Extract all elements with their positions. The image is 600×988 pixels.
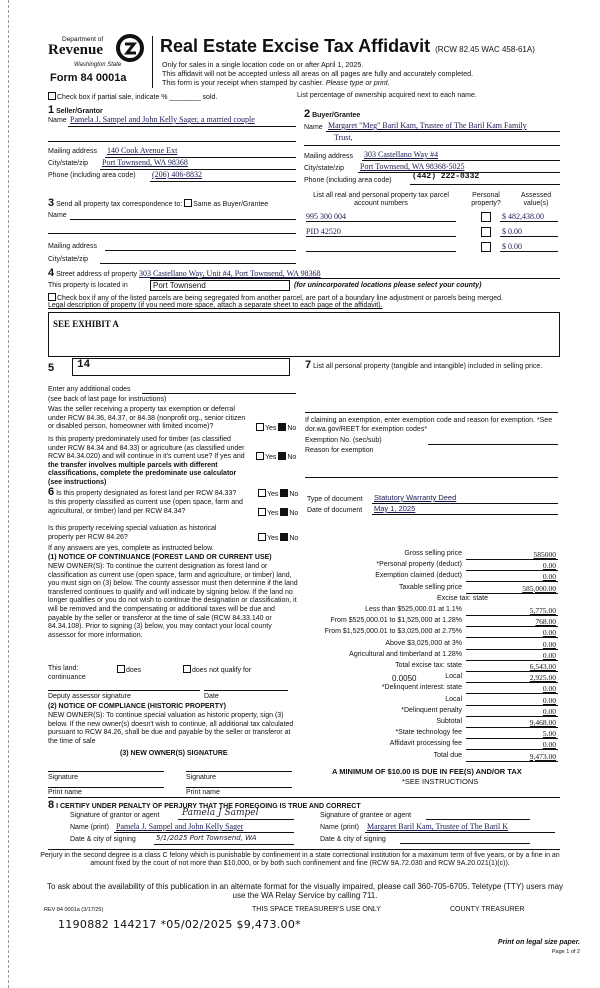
grantee-name-field[interactable]: Margaret Baril Kam, Trustee of The Baril K — [367, 822, 509, 831]
no-label: No — [289, 510, 299, 517]
does-option — [117, 665, 141, 674]
personal-property-checkbox[interactable] — [481, 242, 491, 252]
assessed-value[interactable]: $ 482,438.00 — [502, 212, 544, 221]
line — [466, 559, 558, 560]
county-treasurer: COUNTY TREASURER — [450, 906, 525, 913]
located-note: (for unincorporated locations please select your county) — [294, 282, 482, 289]
note-1: Only for sales in a single location code on or after April 1, 2025. — [162, 60, 364, 69]
tax-row-value[interactable]: 0.00 — [542, 572, 556, 582]
line — [466, 716, 558, 717]
parcel-number[interactable]: 995 300 004 — [306, 212, 346, 221]
line — [48, 233, 296, 234]
line — [466, 761, 558, 762]
line — [362, 160, 560, 161]
note-3-italic: Please type or print. — [325, 78, 390, 87]
line — [114, 832, 294, 833]
tax-row — [300, 696, 558, 707]
legal-description-box[interactable] — [48, 312, 560, 357]
line — [150, 278, 560, 279]
line — [48, 141, 296, 142]
deputy-signature-field[interactable] — [48, 690, 200, 691]
tax-row-value[interactable]: 5.00 — [542, 729, 556, 739]
buyer-phone-field[interactable]: (442) 222-0332 — [412, 172, 480, 181]
tax-row-label: Above $3,025,000 at 3% — [385, 639, 462, 647]
local-rate: 0.0050 — [392, 674, 417, 683]
personal-property-field[interactable] — [305, 412, 558, 413]
line — [466, 738, 558, 739]
partial-sale-checkbox[interactable] — [48, 92, 56, 100]
line — [466, 682, 558, 683]
q2-yes-no — [256, 452, 296, 461]
section-number: 1 — [48, 104, 55, 116]
seller-phone-field[interactable]: (206) 406-8832 — [152, 170, 202, 179]
segregate-row — [48, 293, 503, 302]
partial-sold-label: sold. — [202, 94, 218, 101]
tax-row — [300, 707, 558, 718]
no-checkbox[interactable] — [278, 423, 286, 431]
no-checkbox[interactable] — [280, 508, 288, 516]
line — [466, 727, 558, 728]
legal-description-text: SEE EXHIBIT A — [53, 319, 119, 329]
print-name-label-2: Print name — [186, 789, 220, 796]
grantor-sig-label: Signature of grantor or agent — [70, 812, 160, 819]
tax-row-value[interactable]: 9,473.00 — [529, 751, 556, 761]
title-text: Real Estate Excise Tax Affidavit — [160, 36, 431, 56]
tax-row-value[interactable]: 585000 — [533, 550, 556, 559]
reason-field[interactable] — [305, 477, 558, 478]
parcel-number[interactable]: PID 42520 — [306, 227, 341, 236]
grantee-name-label: Name (print) — [320, 824, 359, 831]
same-as-buyer-label: Same as Buyer/Grantee — [193, 201, 269, 208]
notice-1-title: (1) NOTICE OF CONTINUANCE (FOREST LAND OR CURRENT USE) — [48, 554, 272, 561]
if-yes-note: If any answers are yes, complete as instructed below. — [48, 545, 214, 552]
line — [326, 131, 560, 132]
yes-checkbox[interactable] — [258, 489, 266, 497]
tax-row-label: Total due — [433, 751, 462, 759]
divider — [48, 849, 560, 850]
tax-row — [300, 561, 558, 572]
line — [466, 615, 558, 616]
line — [466, 660, 558, 661]
alt-format-notice: To ask about the availability of this publication in an alternate format for the visually impaired, please call 360-705-6705. Teletype (TTY) users may use the WA Relay Service by calling 711. — [46, 882, 564, 900]
no-checkbox[interactable] — [278, 452, 286, 460]
grantor-name-field[interactable]: Pamela J. Sampel and John Kelly Sager — [116, 822, 244, 831]
tax-row — [300, 617, 558, 628]
segregate-label: Check box if any of the listed parcels are being segregated from another parcel, are part of a boundary line adjustment or parcels being merged. — [57, 295, 503, 302]
address-label: Street address of property — [56, 271, 138, 278]
assessed-value[interactable]: $ 0.00 — [502, 227, 522, 236]
state-text: Washington State — [74, 62, 122, 68]
section-title: I CERTIFY UNDER PENALTY OF PERJURY THAT THE FOREGOING IS TRUE AND CORRECT — [56, 803, 361, 810]
tax-row-label: Subtotal — [436, 718, 462, 725]
grantor-date-field[interactable]: 5/1/2025 Port Townsend, WA — [156, 834, 257, 842]
tax-row — [300, 662, 558, 673]
section-title: Buyer/Grantee — [312, 112, 361, 119]
historic-question: Is this property receiving special valuation as historical property per RCW 84.26? — [48, 525, 217, 541]
dor-logo-icon — [116, 34, 144, 62]
no-label: No — [287, 425, 297, 432]
no-checkbox[interactable] — [280, 489, 288, 497]
tax-row — [300, 651, 558, 662]
doc-type-label: Type of document — [307, 496, 363, 503]
personal-property-header: Personal property? — [471, 192, 501, 207]
buyer-name-field[interactable]: Margaret "Meg" Baril Kam, Trustee of The Baril Kam Family — [328, 121, 527, 130]
tax-row-label: From $525,000.01 to $1,525,000 at 1.28% — [330, 617, 462, 625]
correspondence-heading — [48, 197, 268, 209]
tax-row-label: Gross selling price — [404, 550, 462, 557]
page-number: Page 1 of 2 — [551, 949, 580, 955]
line — [466, 671, 558, 672]
line — [466, 581, 558, 582]
does-not-option — [183, 665, 251, 674]
revision: REV 84 0001a (3/17/25) — [44, 907, 104, 913]
section-title: List all personal property (tangible and intangible) included in selling price. — [313, 363, 543, 370]
line — [466, 593, 558, 594]
section-number: 3 — [48, 197, 55, 209]
tax-row-label: Total excise tax: state — [395, 662, 462, 669]
line — [304, 145, 560, 146]
note-3-text: This form is your receipt when stamped by cashier. — [162, 78, 326, 87]
continuance-label: continuance — [48, 674, 86, 681]
tax-row — [300, 752, 558, 763]
corr-city-field[interactable] — [100, 263, 296, 264]
grantor-signature[interactable]: Pamela J Sampel — [182, 808, 259, 818]
line — [466, 705, 558, 706]
tax-row-label: Exemption claimed (deduct) — [375, 572, 462, 580]
tax-row-value[interactable]: 0.00 — [542, 695, 556, 705]
located-label: This property is located in — [48, 282, 128, 289]
tax-row-label: *State technology fee — [395, 729, 462, 737]
tax-row — [300, 606, 558, 617]
see-back-note: (see back of last page for instructions) — [48, 396, 167, 403]
line — [178, 819, 294, 820]
minimum-due-note: A MINIMUM OF $10.00 IS DUE IN FEE(S) AND/OR TAX — [332, 767, 522, 776]
tax-row-label: Excise tax: state — [437, 594, 488, 602]
buyer-mail-field[interactable]: 303 Castellano Way #4 — [364, 150, 439, 159]
see-instructions: *SEE INSTRUCTIONS — [402, 777, 479, 786]
tax-row-label: Affidavit processing fee — [389, 740, 462, 748]
tax-row — [300, 673, 558, 684]
tax-row — [300, 550, 558, 561]
corr-mail-label: Mailing address — [48, 243, 98, 250]
no-label: No — [289, 535, 299, 542]
divider — [48, 797, 560, 798]
yes-label: Yes — [267, 510, 279, 517]
seller-mail-label: Mailing address — [48, 148, 98, 155]
section-number: 8 — [48, 799, 55, 811]
no-label: No — [289, 491, 299, 498]
grantor-name-label: Name (print) — [70, 824, 109, 831]
timber-question-bold: the transfer involves multiple parcels with different classifications, complete the predominate use calculator (see instructions) — [48, 461, 237, 486]
treasurer-use: THIS SPACE TREASURER'S USE ONLY — [252, 906, 381, 913]
location-select[interactable]: Port Townsend — [150, 280, 290, 291]
tax-row-label: Taxable selling price — [398, 583, 462, 591]
yes-label: Yes — [265, 454, 277, 461]
line — [466, 570, 558, 571]
buyer-heading — [304, 108, 360, 120]
date-label: Date — [204, 693, 219, 700]
tax-row-value[interactable]: 0.00 — [542, 639, 556, 649]
header-divider — [152, 36, 153, 88]
seller-city-field[interactable]: Port Townsend, WA 98368 — [102, 158, 188, 167]
forest-yes-no — [258, 489, 298, 498]
section-number: 2 — [304, 108, 311, 120]
deputy-label: Deputy assessor signature — [48, 693, 131, 700]
tax-row — [300, 729, 558, 740]
tax-row-value[interactable]: 0.00 — [542, 561, 556, 571]
tax-row-value[interactable]: 0.00 — [542, 628, 556, 638]
revenue-logo-text: Revenue — [48, 42, 103, 58]
line — [306, 236, 456, 237]
tax-row-value[interactable]: 0.00 — [542, 706, 556, 716]
section-number: 7 — [305, 359, 312, 371]
personal-property-checkbox[interactable] — [481, 227, 491, 237]
personal-property-list — [305, 360, 560, 372]
seller-phone-label: Phone (including area code) — [48, 172, 136, 179]
deputy-date-field[interactable] — [204, 690, 288, 691]
address-field[interactable]: 303 Castellano Way, Unit #4, Port Townsend, WA 98368 — [138, 269, 321, 278]
no-checkbox[interactable] — [280, 533, 288, 541]
doc-date-field[interactable]: May 1, 2025 — [374, 504, 416, 513]
buyer-name-label: Name — [304, 124, 323, 131]
line — [466, 626, 558, 627]
tax-row-label: Local — [445, 695, 462, 703]
partial-sale: Check box if partial sale, indicate % ________ sold. — [48, 92, 217, 101]
tax-row — [300, 584, 558, 595]
doc-type-field[interactable]: Statutory Warranty Deed — [374, 493, 457, 502]
ownership-note: List percentage of ownership acquired next to each name. — [297, 92, 477, 99]
rcw-reference: (RCW 82.45 WAC 458-61A) — [435, 45, 535, 54]
dept-of-text: Department of — [62, 36, 104, 43]
same-as-buyer-checkbox[interactable] — [184, 199, 192, 207]
print-name-label: Print name — [48, 789, 82, 796]
yes-label: Yes — [267, 491, 279, 498]
section-5-number: 5 — [48, 362, 55, 374]
line — [466, 693, 558, 694]
tax-row — [300, 740, 558, 751]
grantor-date-label: Date & city of signing — [70, 836, 136, 843]
tax-row-value[interactable]: 768.00 — [535, 617, 556, 627]
buyer-name-field-2[interactable]: Trust, — [334, 133, 353, 142]
buyer-city-label: City/state/zip — [304, 165, 345, 172]
location-code-field[interactable]: 14 — [72, 358, 290, 376]
q1-yes-no — [256, 423, 296, 432]
line — [372, 514, 558, 515]
tax-row — [300, 718, 558, 729]
tax-row-label: From $1,525,000.01 to $3,025,000 at 2.75% — [324, 628, 462, 636]
line — [500, 236, 558, 237]
signature-label-2: Signature — [186, 774, 216, 781]
grantee-sig-label: Signature of grantee or agent — [320, 812, 412, 819]
tax-row-value[interactable]: 9,468.00 — [529, 718, 556, 727]
seller-mail-field[interactable]: 140 Cook Avenue Ext — [107, 146, 178, 155]
corr-name-field[interactable] — [70, 219, 296, 220]
owner-print-field[interactable] — [48, 787, 164, 788]
historic-yes-no — [258, 533, 298, 542]
current-use-yes-no — [258, 508, 298, 517]
does-label: does — [126, 667, 142, 674]
tax-row-value[interactable]: 5,775.00 — [529, 606, 556, 615]
exemption-no-field[interactable] — [428, 444, 558, 445]
section-number: 6 — [48, 486, 55, 498]
tax-row-value[interactable]: 0.00 — [542, 650, 556, 660]
notice-3-title: (3) NEW OWNER(S) SIGNATURE — [120, 750, 228, 757]
exemption-no-label: Exemption No. (sec/sub) — [305, 437, 382, 444]
note-3 — [162, 78, 390, 87]
parcel-header: List all real and personal property tax parcel account numbers — [313, 192, 449, 207]
tax-row — [300, 628, 558, 639]
does-checkbox[interactable] — [117, 665, 125, 673]
timber-question-text: Is this property predominately used for timber (as classified under RCW 84.34 and 84.33) or agriculture (as classified under RCW 84.34.020) and will continue in it's current use? If yes and — [48, 436, 245, 461]
buyer-mail-label: Mailing address — [304, 153, 354, 160]
reason-label: Reason for exemption — [305, 447, 374, 454]
tax-row — [300, 640, 558, 651]
section-title: Seller/Grantor — [56, 108, 103, 115]
buyer-phone-label: Phone (including area code) — [304, 177, 392, 184]
seller-city-label: City/state/zip — [48, 160, 89, 167]
line — [466, 749, 558, 750]
page-title — [160, 36, 535, 60]
line — [410, 184, 560, 185]
partial-sale-label: Check box if partial sale, indicate % — [57, 94, 168, 101]
tax-row-label: Less than $525,000.01 at 1.1% — [365, 606, 462, 613]
yes-label: Yes — [267, 535, 279, 542]
assessed-value-header: Assessed value(s) — [520, 192, 552, 207]
perjury-notice: Perjury in the second degree is a class C felony which is punishable by confinement in a state correctional institution for a maximum term of five years, or by a fine in an amount fixed by the court of not more than $10,000, or by both such confinement and fine (RCW 9A.72.030 and RCW 9A.20.021(1)(c)). — [40, 852, 560, 867]
tax-row — [300, 595, 558, 606]
notice-2-title: (2) NOTICE OF COMPLIANCE (HISTORIC PROPERTY) — [48, 703, 226, 710]
yes-checkbox[interactable] — [258, 508, 266, 516]
grantee-date-label: Date & city of signing — [320, 836, 386, 843]
tax-row-label: *Delinquent penalty — [401, 706, 462, 714]
yes-checkbox[interactable] — [256, 452, 264, 460]
tax-row — [300, 684, 558, 695]
form-number: Form 84 0001a — [50, 72, 127, 84]
seller-name-label: Name — [48, 117, 67, 124]
line — [365, 832, 555, 833]
margin-line — [8, 0, 9, 988]
forest-question-text: Is this property designated as forest land per RCW 84.33? — [56, 490, 237, 497]
line — [154, 844, 294, 845]
does-not-checkbox[interactable] — [183, 665, 191, 673]
personal-property-checkbox[interactable] — [481, 212, 491, 222]
segregate-checkbox[interactable] — [48, 293, 56, 301]
tax-row-label: *Delinquent interest: state — [381, 684, 462, 692]
yes-checkbox[interactable] — [256, 423, 264, 431]
legal-size-note: Print on legal size paper. — [497, 939, 580, 946]
grantee-signature-field[interactable] — [426, 819, 530, 820]
line — [150, 181, 296, 182]
additional-codes-label: Enter any additional codes — [48, 386, 131, 393]
exemption-question: Was the seller receiving a property tax exemption or deferral under RCW 84.36, 84.37, or 84.38 (nonprofit org., senior citizen or disabled person, homeowner with limited income)? — [48, 406, 246, 431]
line — [500, 221, 558, 222]
no-label: No — [287, 454, 297, 461]
line — [68, 126, 296, 127]
yes-label: Yes — [265, 425, 277, 432]
owner-signature-field-2[interactable] — [186, 771, 292, 772]
timber-question — [48, 436, 248, 488]
section-number: 4 — [48, 267, 55, 279]
additional-codes-field[interactable] — [142, 393, 296, 394]
signature-label: Signature — [48, 774, 78, 781]
tax-row-label: Local — [445, 673, 462, 681]
section-title: Send all property tax correspondence to: — [56, 201, 183, 208]
tax-row-value[interactable]: 585,000.00 — [522, 583, 556, 593]
exemption-note: If claiming an exemption, enter exemption code and reason for exemption. *See dor.wa.gov/REET for exemption codes* — [305, 417, 553, 433]
corr-name-label: Name — [48, 212, 67, 219]
this-land-label: This land: — [48, 665, 79, 672]
does-not-label: does not qualify for — [192, 667, 252, 674]
notice-2-body: NEW OWNER(S): To continue special valuation as historic property, sign (3) below. If the new owner(s) doesn't wish to continue, all additional tax calculated pursuant to RCW 84.26, shall be due and payable by the seller or transferor at the time of sale — [48, 712, 294, 745]
legal-label: Legal description of property (if you need more space, attach a separate sheet to each page of the affidavit). — [48, 302, 383, 309]
assessed-value[interactable]: $ 0.00 — [502, 242, 522, 251]
buyer-city-field[interactable]: Port Townsend, WA 98368-5025 — [360, 162, 465, 171]
tax-row-value[interactable]: 0.00 — [542, 740, 556, 750]
tax-row-value[interactable]: 0.00 — [542, 684, 556, 694]
owner-print-field-2[interactable] — [186, 787, 292, 788]
tax-row — [300, 572, 558, 583]
corr-city-label: City/state/zip — [48, 256, 89, 263]
tax-row-value[interactable]: 2,925.00 — [529, 673, 556, 683]
corr-mail-field[interactable] — [105, 250, 296, 251]
line — [306, 251, 456, 252]
notice-1-body: NEW OWNER(S): To continue the current designation as forest land or classification as current use (open space, farm and agriculture, or timber) land, you must sign on (3) below. The county assessor must then determine if the land transferred continues to qualify and will indicate by signing below. If the land no longer qualifies or you do not wish to continue the designation or classification, it will be removed and the compensating or additional taxes will be due and payable by the seller or transferor at the time of sale (RCW 84.33.140 or 84.34.108). Prior to signing (3) below, you may contact your local county assessor for more information. — [48, 563, 298, 639]
grantee-date-field[interactable] — [400, 843, 530, 844]
current-use-question: Is this property classified as current use (open space, farm and agricultural, or timber) land per RCW 84.34? — [48, 499, 243, 515]
tax-row-label: *Personal property (deduct) — [376, 561, 462, 569]
owner-signature-field[interactable] — [48, 771, 164, 772]
note-2: This affidavit will not be accepted unless all areas on all pages are fully and accurately completed. — [162, 69, 474, 78]
line — [306, 221, 456, 222]
forest-question — [48, 486, 236, 498]
tax-row-label: Agricultural and timberland at 1.28% — [349, 650, 462, 658]
yes-checkbox[interactable] — [258, 533, 266, 541]
tax-row-value[interactable]: 6,543.00 — [529, 662, 556, 671]
doc-date-label: Date of document — [307, 507, 363, 514]
cashier-stamp: 1190882 144217 *05/02/2025 $9,473.00* — [58, 918, 301, 931]
line — [466, 649, 558, 650]
seller-name-field[interactable]: Pamela J. Sampel and John Kelly Sager, a married couple — [70, 115, 255, 124]
line — [500, 251, 558, 252]
line — [466, 637, 558, 638]
